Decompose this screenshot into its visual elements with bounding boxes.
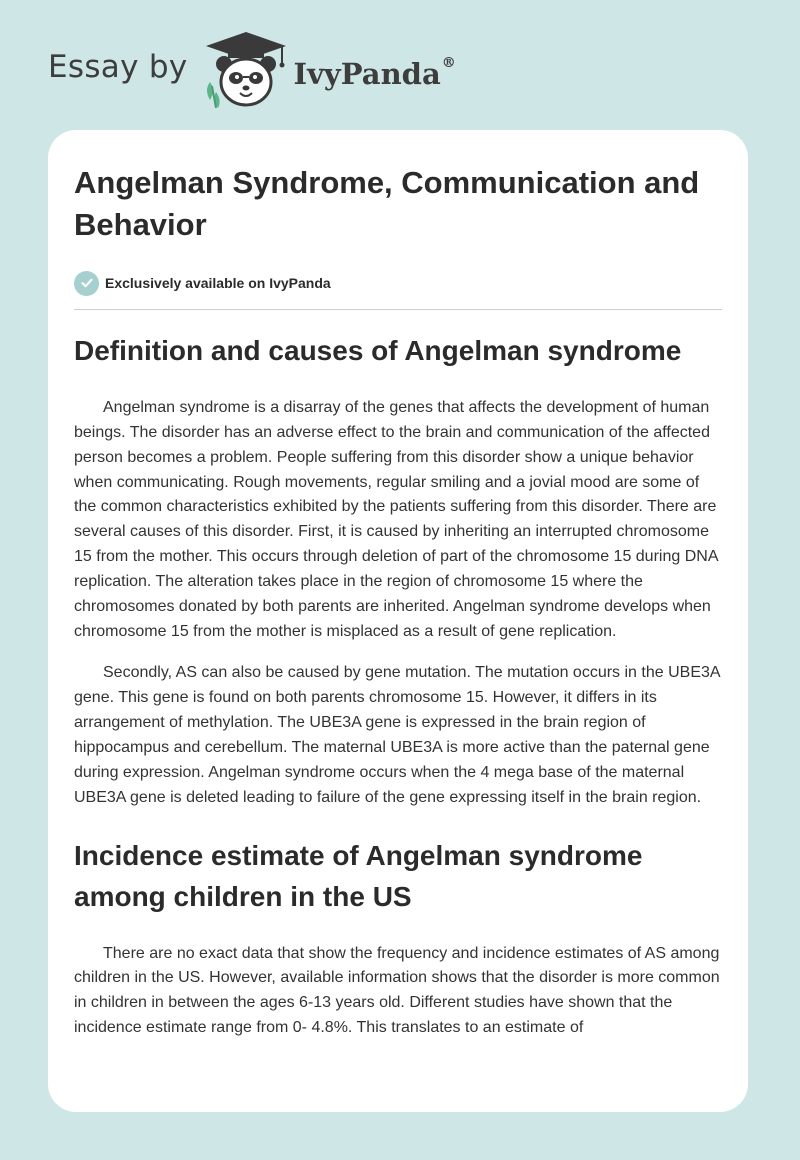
essay-title: Angelman Syndrome, Communication and Behavior [74,165,700,242]
exclusive-label: Exclusively available on IvyPanda [105,275,331,291]
panda-graduate-logo-icon [202,30,292,110]
title-divider [74,309,722,310]
paragraph: There are no exact data that show the frequency and incidence estimates of AS among children in the US. However, available information shows that the disorder is more common in children in between the ages 6-13 years old. Different studies have shown that the incidence estimate range from 0- 4.8%. This translates to an estimate of [74,944,720,1037]
essay-card [48,130,748,1112]
essay-by-label: Essay by [48,49,188,85]
check-icon [74,271,99,296]
registered-mark: ® [441,55,456,72]
brand-name [294,57,456,91]
paragraph: Angelman syndrome is a disarray of the genes that affects the development of human beings. The disorder has an adverse effect to the brain and communication of the affected person becomes a problem. People suffering from this disorder show a unique behavior when communicating. Rough movements, regular smiling and a jovial mood are some of the common characteristics exhibited by the patients suffering from this disorder. There are several causes of this disorder. First, it is caused by inheriting an interrupted chromosome 15 from the mother. This occurs through deletion of part of the chromosome 15 during DNA replication. The alteration takes place in the region of chromosome 15 where the chromosomes donated by both parents are inherited. Angelman syndrome develops when chromosome 15 from the mother is misplaced as a result of gene replication. [74,399,718,640]
brand-text: IvyPanda [293,57,441,91]
section-heading: Incidence estimate of Angelman syndrome among children in the US [74,839,643,912]
section-heading: Definition and causes of Angelman syndrome [74,335,682,366]
site-header [48,30,456,110]
exclusive-badge [74,270,722,296]
paragraph: Secondly, AS can also be caused by gene mutation. The mutation occurs in the UBE3A gene. This gene is found on both parents chromosome 15. However, it differs in its arrangement of methylation. The UBE3A gene is expressed in the brain region of hippocampus and cerebellum. The maternal UBE3A is more active than the paternal gene during expression. Angelman syndrome occurs when the 4 mega base of the maternal UBE3A gene is deleted leading to failure of the gene expressing itself in the brain region. [74,664,720,806]
